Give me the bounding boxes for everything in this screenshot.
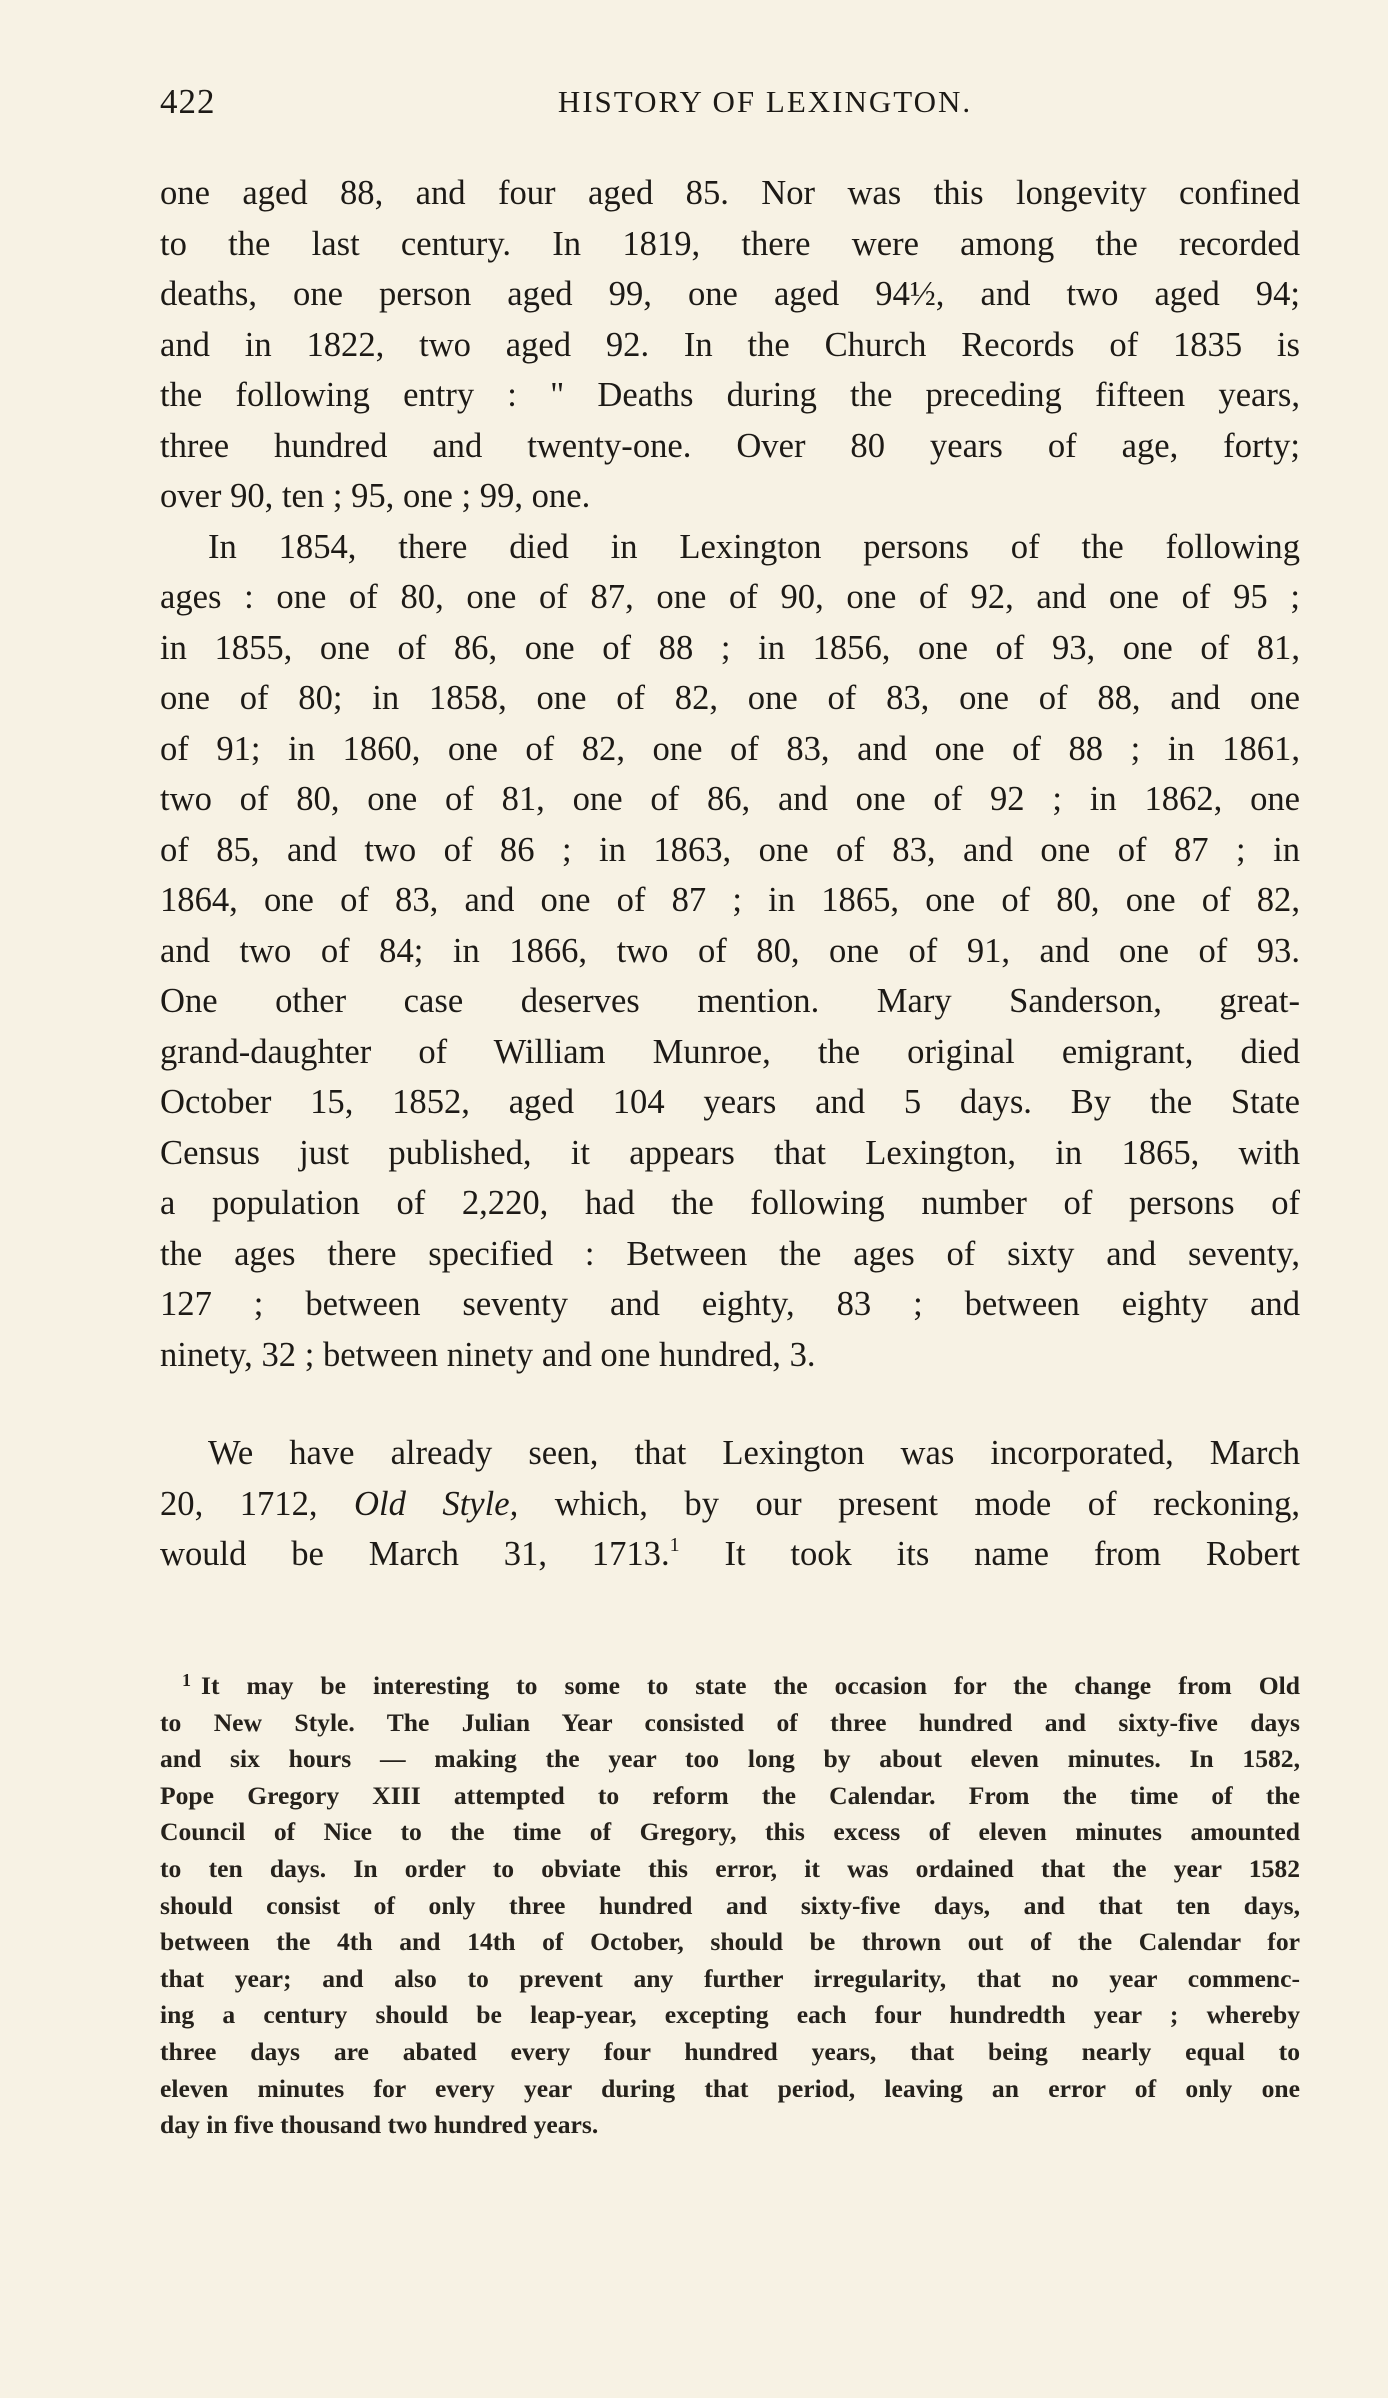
footnote-marker: 1 — [182, 1670, 191, 1690]
text-line: two of 80, one of 81, one of 86, and one of 92 ; in 1862, one — [160, 780, 1300, 818]
footnote-reference: 1 — [669, 1534, 680, 1556]
text-line-with-italic — [160, 1479, 1300, 1530]
running-head — [160, 82, 1300, 132]
footnote-line: Council of Nice to the time of Gregory, this excess of eleven minutes amounted — [160, 1817, 1300, 1847]
text-line: 1864, one of 83, and one of 87 ; in 1865, one of 80, one of 82, — [160, 881, 1300, 919]
text-line: of 91; in 1860, one of 82, one of 83, and one of 88 ; in 1861, — [160, 729, 1300, 768]
text-line: and in 1822, two aged 92. In the Church Records of 1835 is — [160, 325, 1300, 364]
footnote-line: eleven minutes for every year during that period, leaving an error of only one — [160, 2073, 1300, 2103]
paragraph-gap — [160, 1380, 1300, 1428]
footnote-line: three days are abated every four hundred years, that being nearly equal to — [160, 2036, 1300, 2066]
text-line: Census just published, it appears that Lexington, in 1865, with — [160, 1133, 1300, 1172]
running-title: HISTORY OF LEXINGTON. — [557, 84, 973, 119]
text-line: 127 ; between seventy and eighty, 83 ; between eighty and — [160, 1285, 1300, 1323]
paragraph-incorporation — [160, 1428, 1300, 1580]
text-line: In 1854, there died in Lexington persons of the following — [208, 527, 1300, 566]
footnote-block — [160, 1668, 1300, 2144]
paragraph-longevity — [160, 168, 1300, 522]
text-line: one of 80; in 1858, one of 82, one of 83, one of 88, and one — [160, 679, 1300, 717]
text-line: three hundred and twenty-one. Over 80 years of age, forty; — [160, 426, 1300, 465]
text-line: in 1855, one of 86, one of 88 ; in 1856, one of 93, one of 81, — [160, 628, 1300, 667]
text-line: over 90, ten ; 95, one ; 99, one. — [160, 477, 591, 515]
footnote-line — [160, 1668, 1300, 1705]
text-line: and two of 84; in 1866, two of 80, one of 91, and one of 93. — [160, 931, 1300, 970]
footnote-line: to ten days. In order to obviate this error, it was ordained that the year 1582 — [160, 1853, 1300, 1883]
text-segment: would be March 31, 1713. — [160, 1535, 670, 1573]
text-line: to the last century. In 1819, there were among the recorded — [160, 224, 1300, 263]
text-line: the following entry : " Deaths during the preceding fifteen years, — [160, 376, 1300, 414]
page-number: 422 — [160, 82, 216, 121]
footnote-line: between the 4th and 14th of October, should be thrown out of the Calendar for — [160, 1927, 1300, 1957]
footnote-text: It may be interesting to some to state the occasion for the change from Old — [201, 1671, 1300, 1700]
footnote-line: should consist of only three hundred and sixty-five days, and that ten days, — [160, 1890, 1300, 1920]
text-line: a population of 2,220, had the following number of persons of — [160, 1184, 1300, 1222]
footnote-line: that year; and also to prevent any further irregularity, that no year commenc- — [160, 1963, 1300, 1993]
text-line: of 85, and two of 86 ; in 1863, one of 83, and one of 87 ; in — [160, 830, 1300, 869]
text-line: One other case deserves mention. Mary Sanderson, great- — [160, 982, 1300, 1020]
paragraph-deaths-by-year — [160, 522, 1300, 1381]
text-line: grand-daughter of William Munroe, the original emigrant, died — [160, 1032, 1300, 1071]
text-line: ages : one of 80, one of 87, one of 90, one of 92, and one of 95 ; — [160, 578, 1300, 616]
text-line: October 15, 1852, aged 104 years and 5 days. By the State — [160, 1083, 1300, 1121]
footnote-line: Pope Gregory XIII attempted to reform the Calendar. From the time of the — [160, 1780, 1300, 1810]
text-line: ninety, 32 ; between ninety and one hundred, 3. — [160, 1335, 816, 1374]
text-segment: which, by our present mode of reckoning, — [554, 1484, 1300, 1523]
text-line: deaths, one person aged 99, one aged 94½, and two aged 94; — [160, 275, 1300, 313]
italic-old-style: Old Style, — [354, 1484, 519, 1523]
text-line: the ages there specified : Between the ages of sixty and seventy, — [160, 1234, 1300, 1273]
footnote-line: ing a century should be leap-year, excepting each four hundredth year ; whereby — [160, 2000, 1300, 2030]
text-line-with-footnote-ref — [160, 1529, 1300, 1580]
text-line: We have already seen, that Lexington was incorporated, March — [208, 1434, 1300, 1472]
text-segment: 20, 1712, — [160, 1484, 318, 1523]
footnote-line: day in five thousand two hundred years. — [160, 2110, 599, 2140]
body-text — [160, 168, 1300, 1580]
text-segment: It took its name from Robert — [724, 1535, 1300, 1573]
footnote-line: and six hours — making the year too long by about eleven minutes. In 1582, — [160, 1744, 1300, 1774]
footnote-line: to New Style. The Julian Year consisted of three hundred and sixty-five days — [160, 1707, 1300, 1737]
text-line: one aged 88, and four aged 85. Nor was this longevity confined — [160, 174, 1300, 212]
